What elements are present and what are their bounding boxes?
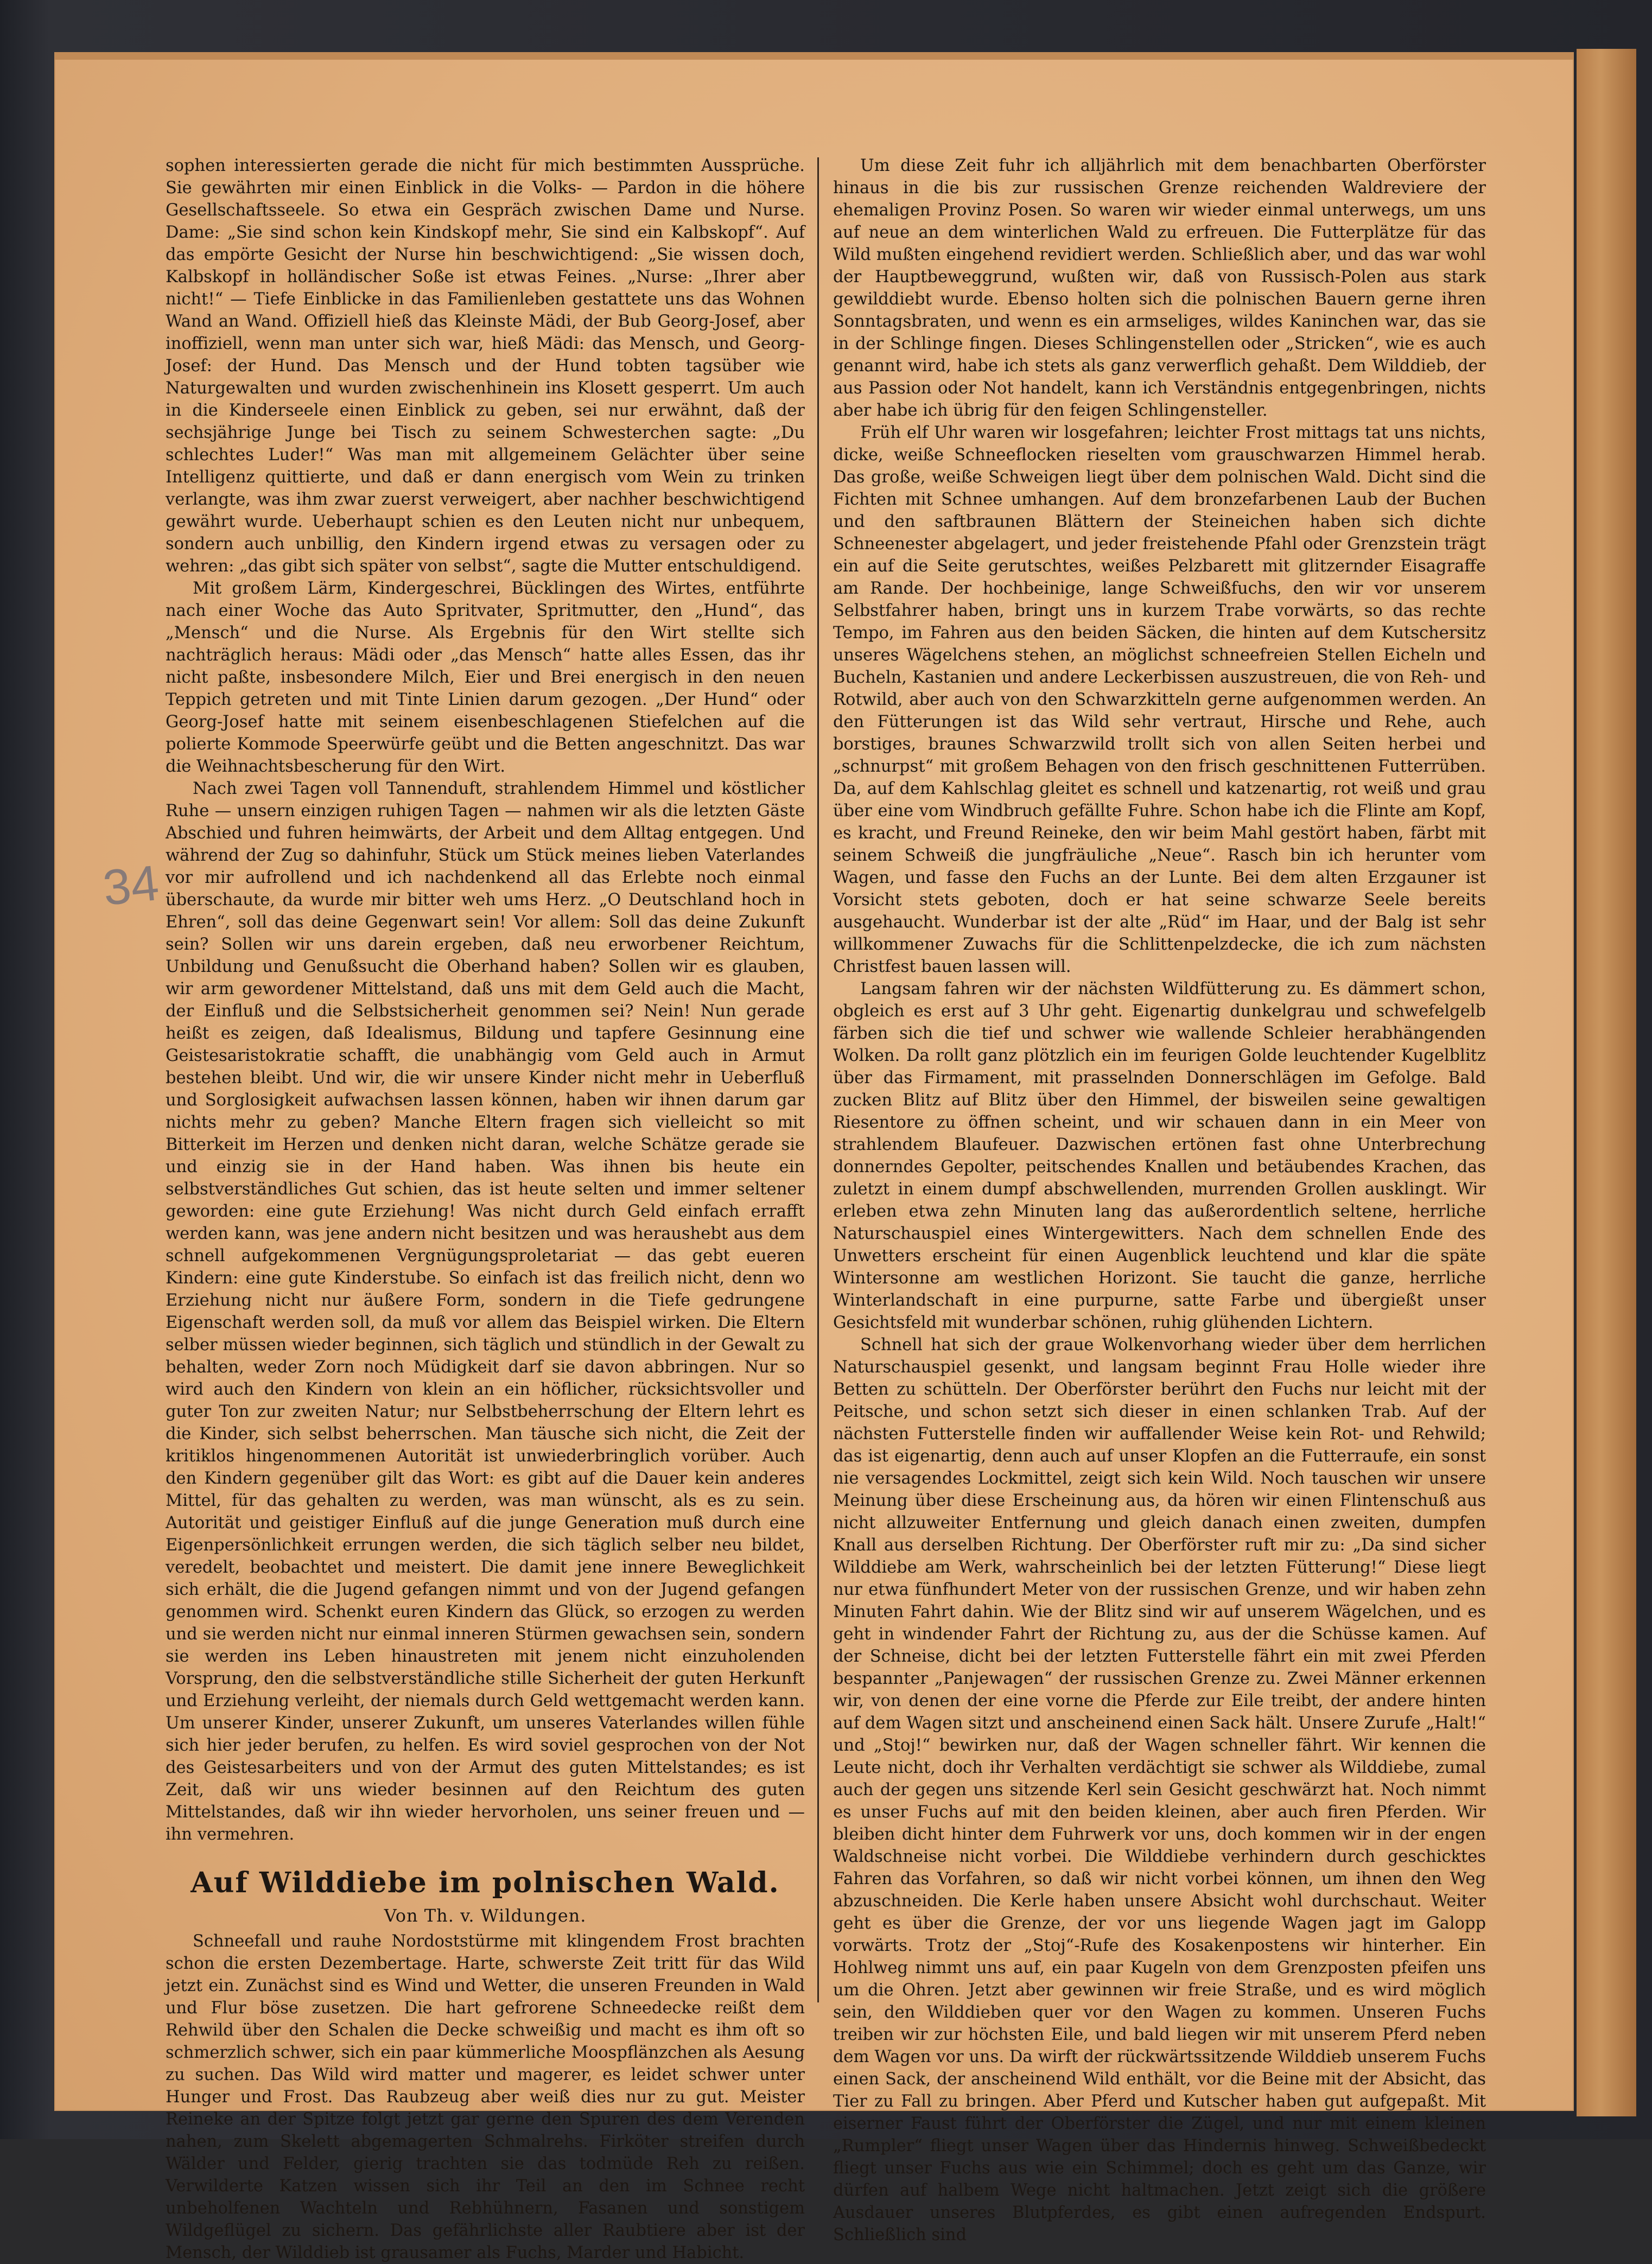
paragraph: Früh elf Uhr waren wir losgefahren; leichter Frost mittags tat uns nichts, dicke, weiße Schneeflocken rieselten vom grauschwarzen Himmel herab. Das große, weiße Schweigen liegt über dem polnischen Wald. Dicht sind die Fichten mit Schnee umhangen. Auf dem bronzefarbenen Laub der Buchen und den saftbraunen Blättern der Steineichen haben sich dichte Schneenester abgelagert, und jeder freistehende Pfahl oder Grenzstein trägt ein auf die Seite gerutschtes, weißes Pelzbarett mit glitzernder Eisagraffe am Rande. Der hochbeinige, lange Schweißfuchs, den wir vor unserem Selbstfahrer haben, bringt uns in kurzem Trabe vorwärts, so das rechte Tempo, im Fahren aus den beiden Säcken, die hinten auf dem Kutschersitz unseres Wägelchens stehen, an möglichst schneefreien Stellen Eicheln und Bucheln, Kastanien und andere Leckerbissen auszustreuen, die von Reh- und Rotwild, aber auch von den Schwarzkitteln gerne aufgenommen werden. An den Fütterungen ist das Wild sehr vertraut, Hirsche und Rehe, auch borstiges, braunes Schwarzwild trollt sich von allen Seiten herbei und „schnurpst“ mit großem Behagen von den frisch geschnittenen Futterrüben. Da, auf dem Kahlschlag gleitet es schnell und katzenartig, rot weiß und grau über eine vom Windbruch gefällte Fuhre. Schon habe ich die Flinte am Kopf, es kracht, und Freund Reineke, den wir beim Mahl gestört haben, färbt mit seinem Schweiß die jungfräuliche „Neue“. Rasch bin ich herunter vom Wagen, und fasse den Fuchs an der Lunte. Bei dem alten Erzgauner ist Vorsicht stets geboten, doch er hat seine schwarze Seele bereits ausgehaucht. Wunderbar ist der alte „Rüd“ im Haar, und der Balg ist sehr willkommener Zuwachs für die Schlittenpelzdecke, die ich zum nächsten Christfest bauen lassen will. — [833, 423, 1486, 976]
paragraph: Nach zwei Tagen voll Tannenduft, strahlendem Himmel und köstlicher Ruhe — unsern einzigen ruhigen Tagen — nahmen wir als die letzten Gäste Abschied und fuhren heimwärts, der Arbeit und dem Alltag entgegen. Und während der Zug so dahinfuhr, Stück um Stück meines lieben Vaterlandes vor mir aufrollend und ich nachdenkend all das Erlebte noch einmal überschaute, da wurde mir bitter weh ums Herz. „O Deutschland hoch in Ehren“, soll das deine Gegenwart sein! Vor allem: Soll das deine Zukunft sein? Sollen wir uns darein ergeben, daß neu erworbener Reichtum, Unbildung und Genußsucht die Oberhand haben? Sollen wir es glauben, wir arm gewordener Mittelstand, daß uns mit dem Geld auch die Macht, der Einfluß und die Selbstsicherheit genommen sei? Nein! Nun gerade heißt es zeigen, daß Idealismus, Bildung und tapfere Gesinnung eine Geistesaristokratie schafft, die unabhängig vom Geld auch in Armut bestehen bleibt. Und wir, die wir unsere Kinder nicht mehr in Ueberfluß und Sorglosigkeit aufwachsen lassen können, haben wir ihnen darum gar nichts mehr zu geben? Manche Eltern fragen sich vielleicht so mit Bitterkeit im Herzen und denken nicht daran, welche Schätze gerade sie und einzig sie in der Hand haben. Was ihnen bis heute ein selbstverständliches Gut schien, das ist heute selten und immer seltener geworden: eine gute Erziehung! Was nicht durch Geld einfach errafft werden kann, was jene andern nicht besitzen und was heraushebt aus dem schnell aufgekommenen Vergnügungsproletariat — das gebt eueren Kindern: eine gute Kinderstube. So einfach ist das freilich nicht, denn wo Erziehung nicht nur äußere Form, sondern in die Tiefe gedrungene Eigenschaft werden soll, da muß vor allem das Beispiel wirken. Die Eltern selber müssen wieder beginnen, sich täglich und stündlich in der Gewalt zu behalten, weder Zorn noch Müdigkeit darf sie davon abbringen. Nur so wird auch den Kindern von klein an ein höflicher, rücksichtsvoller und guter Ton zur zweiten Natur; nur Selbstbeherrschung der Eltern lehrt es die Kinder, sich selbst beherrschen. Man täusche sich nicht, die Zeit der kritiklos hingenommenen Autorität ist unwiederbringlich vorüber. Auch den Kindern gegenüber gilt das Wort: es gibt auf die Dauer kein anderes Mittel, für das gehalten zu werden, was man wünscht, als es zu sein. Autorität und geistiger Einfluß auf die junge Generation muß durch eine Eigenpersönlichkeit errungen werden, die sich täglich selber neu bildet, veredelt, beobachtet und meistert. Die damit jene innere Beweglichkeit sich erhält, die die Jugend gefangen nimmt und von der Jugend gefangen genommen wird. Schenkt euren Kindern das Glück, so erzogen zu werden und sie werden nicht nur einmal inneren Stürmen gewachsen sein, sondern sie werden ins Leben hinaustreten mit jenem nicht einzuholenden Vorsprung, den die selbstverständliche stille Sicherheit der guten Herkunft und Erziehung verleiht, der niemals durch Geld wettgemacht werden kann. Um unserer Kinder, unserer Zukunft, um unseres Vaterlandes willen fühle sich hier jeder berufen, zu helfen. Es wird soviel gesprochen von der Not des Geistesarbeiters und von der Armut des guten Mittelstandes; es ist Zeit, daß wir uns wieder besinnen auf den Reichtum des guten Mittelstandes, daß wir ihn wieder hervorholen, uns seiner freuen und — ihn vermehren. — [166, 779, 805, 1844]
column-divider — [817, 157, 819, 2002]
paragraph: Schnell hat sich der graue Wolkenvorhang wieder über dem herrlichen Naturschauspiel gesenkt, und langsam beginnt Frau Holle wieder ihre Betten zu schütteln. Der Oberförster berührt den Fuchs nur leicht mit der Peitsche, und schon setzt sich dieser in einen schlanken Trab. Auf der nächsten Futterstelle finden wir auffallender Weise kein Rot- und Rehwild; das ist eigenartig, denn auch auf unser Klopfen an die Futterraufe, ein sonst nie versagendes Lockmittel, zeigt sich kein Wild. Noch tauschen wir unsere Meinung über diese Erscheinung aus, da hören wir einen Flintenschuß aus nicht allzuweiter Entfernung und gleich danach einen zweiten, dumpfen Knall aus derselben Richtung. Der Oberförster ruft mir zu: „Da sind sicher Wilddiebe am Werk, wahrscheinlich bei der letzten Fütterung!“ Diese liegt nur etwa fünfhundert Meter von der russischen Grenze, und wir haben zehn Minuten Fahrt dahin. Wie der Blitz sind wir auf unserem Wägelchen, und es geht in windender Fahrt der Richtung zu, aus der die Schüsse kamen. Auf der Schneise, dicht bei der letzten Futterstelle fährt ein mit zwei Pferden bespannter „Panjewagen“ der russischen Grenze zu. Zwei Männer erkennen wir, von denen der eine vorne die Pferde zur Eile treibt, der andere hinten auf dem Wagen sitzt und anscheinend einen Sack hält. Unsere Zurufe „Halt!“ und „Stoj!“ bewirken nur, daß der Wagen schneller fährt. Wir kennen die Leute nicht, doch ihr Verhalten verdächtigt sie schwer als Wilddiebe, zumal auch der gegen uns sitzende Kerl sein Gesicht geschwärzt hat. Noch nimmt es unser Fuchs auf mit den beiden kleinen, aber auch firen Pferden. Wir bleiben dicht hinter dem Fuhrwerk vor uns, doch kommen wir in der engen Waldschneise nicht vorbei. Die Wilddiebe verhindern durch geschicktes Fahren das Vorfahren, so daß wir nicht vorbei können, um ihnen den Weg abzuschneiden. Die Kerle haben unsere Absicht wohl durchschaut. Weiter geht es über die Grenze, der vor uns liegende Wagen jagt im Galopp vorwärts. Trotz der „Stoj“-Rufe des Kosakenpostens wir hinterher. Ein Hohlweg nimmt uns auf, ein paar Kugeln von dem Grenzposten pfeifen uns um die Ohren. Jetzt aber gewinnen wir freie Straße, und es wird möglich sein, den Wilddieben quer vor den Wagen zu kommen. Unseren Fuchs treiben wir zur höchsten Eile, und bald liegen wir mit unserem Pferd neben dem Wagen vor uns. Da wirft der rückwärtssitzende Wilddieb unserem Fuchs einen Sack, der anscheinend Wild enthält, vor die Beine mit der Absicht, das Tier zu Fall zu bringen. Aber Pferd und Kutscher haben gut aufgepaßt. Mit eiserner Faust führt der Oberförster die Zügel, und nur mit einem kleinen „Rumpler“ fliegt unser Wagen über das Hindernis hinweg. Schweißbedeckt fliegt unser Fuchs aus wie ein Schimmel; doch es geht um das Ganze, wir dürfen auf halbem Wege nicht haltmachen. Jetzt zeigt sich die größere Ausdauer unseres Blutpferdes, es gibt einen aufregenden Endspurt. Schließlich sind — [833, 1335, 1486, 2244]
paragraph: Mit großem Lärm, Kindergeschrei, Bücklingen des Wirtes, entführte nach einer Woche das Auto Spritvater, Spritmutter, den „Hund“, das „Mensch“ und die Nurse. Als Ergebnis für den Wirt stellte sich nachträglich heraus: Mädi oder „das Mensch“ hatte alles Essen, das ihr nicht paßte, insbesondere Milch, Eier und Brei energisch in den neuen Teppich getreten und mit Tinte Linien darum gezogen. „Der Hund“ oder Georg-Josef hatte mit seinem eisenbeschlagenen Stiefelchen auf die polierte Kommode Speerwürfe geübt und die Betten angeschnitzt. Das war die Weihnachtsbescherung für den Wirt. — [166, 579, 805, 776]
paragraph: sophen interessierten gerade die nicht für mich bestimmten Aussprüche. Sie gewährten mir einen Einblick in die Volks- — Pardon in die höhere Gesellschaftsseele. So etwa ein Gespräch zwischen Dame und Nurse. Dame: „Sie sind schon kein Kindskopf mehr, Sie sind ein Kalbskopf“. Auf das empörte Gesicht der Nurse hin beschwichtigend: „Sie wissen doch, Kalbskopf in holländischer Soße ist etwas Feines. „Nurse: „Ihrer aber nicht!“ — Tiefe Einblicke in das Familienleben gestattete uns das Wohnen Wand an Wand. Offiziell hieß das Kleinste Mädi, der Bub Georg-Josef, aber inoffiziell, wenn man unter sich war, hieß Mädi: das Mensch, und Georg-Josef: der Hund. Das Mensch und der Hund tobten tagsüber wie Naturgewalten und wurden zwischenhinein ins Klosett gesperrt. Um auch in die Kinderseele einen Einblick zu geben, sei nur erwähnt, daß der sechsjährige Junge bei Tisch zu seinem Schwesterchen sagte: „Du schlechtes Luder!“ Was man mit allgemeinem Gelächter über seine Intelligenz quittierte, und daß er dann energisch vom Wein zu trinken verlangte, was ihm zwar zuerst verweigert, aber nachher beschwichtigend gewährt wurde. Ueberhaupt schien es den Leuten nicht nur unbequem, sondern auch unbillig, den Kindern irgend etwas zu versagen oder zu wehren: „das gibt sich später von selbst“, sagte die Mutter entschuldigend. — [166, 156, 805, 576]
left-column — [166, 155, 805, 2264]
article-byline: Von Th. v. Wildungen. — [384, 1905, 587, 1926]
paragraph: Schneefall und rauhe Nordoststürme mit klingendem Frost brachten schon die ersten Dezembertage. Harte, schwerste Zeit tritt für das Wild jetzt ein. Zunächst sind es Wind und Wetter, die unseren Freunden in Wald und Flur böse zusetzen. Die hart gefrorene Schneedecke reißt dem Rehwild über den Schalen die Decke schweißig und macht es ihm oft so schmerzlich schwer, sich ein paar kümmerliche Moospflänzchen als Aesung zu suchen. Das Wild wird matter und magerer, es leidet schwer unter Hunger und Frost. Das Raubzeug aber weiß dies nur zu gut. Meister Reineke an der Spitze folgt jetzt gar gerne den Spuren des dem Verenden nahen, zum Skelett abgemagerten Schmalrehs. Firköter streifen durch Wälder und Felder, gierig trachten sie das todmüde Reh zu reißen. Verwilderte Katzen wissen sich ihr Teil an den im Schnee recht unbeholfenen Wachteln und Rebhühnern, Fasanen und sonstigem Wildgeflügel zu sichern. Das gefährlichste aller Raubtiere aber ist der Mensch, der Wilddieb ist grausamer als Fuchs, Marder und Habicht. — [166, 1932, 805, 2262]
folio-number: 34 — [100, 855, 162, 917]
page-edge — [1577, 49, 1636, 2116]
article-title: Auf Wilddiebe im polnischen Wald. — [190, 1866, 780, 1899]
paragraph: Um diese Zeit fuhr ich alljährlich mit dem benachbarten Oberförster hinaus in die bis zur russischen Grenze reichenden Waldreviere der ehemaligen Provinz Posen. So waren wir wieder einmal unterwegs, um uns auf neue an dem winterlichen Wald zu erfreuen. Die Futterplätze für das Wild mußten eingehend revidiert werden. Schließlich aber, und das war wohl der Hauptbeweggrund, wußten wir, daß von Russisch-Polen aus stark gewilddiebt wurde. Ebenso holten sich die polnischen Bauern gerne ihren Sonntagsbraten, und wenn es ein armseliges, wildes Kaninchen war, das sie in der Schlinge fingen. Dieses Schlingenstellen oder „Stricken“, wie es auch genannt wird, habe ich stets als ganz verwerflich gehaßt. Dem Wilddieb, der aus Passion oder Not handelt, kann ich Verständnis entgegenbringen, nichts aber habe ich übrig für den feigen Schlingensteller. — [833, 156, 1486, 420]
paragraph: Langsam fahren wir der nächsten Wildfütterung zu. Es dämmert schon, obgleich es erst auf 3 Uhr geht. Eigenartig dunkelgrau und schwefelgelb färben sich die tief und schwer wie wallende Schleier herabhängenden Wolken. Da rollt ganz plötzlich ein im feurigen Golde leuchtender Kugelblitz über das Firmament, mit prasselnden Donnerschlägen im Gefolge. Bald zucken Blitz auf Blitz über den Himmel, der bisweilen seine gewaltigen Riesentore zu öffnen scheint, und wir schauen dann in ein Meer von strahlendem Blaufeuer. Dazwischen ertönen fast ohne Unterbrechung donnerndes Gepolter, peitschendes Knallen und betäubendes Krachen, das zuletzt in einem dumpf abschwellenden, murrenden Grollen ausklingt. Wir erleben etwa zehn Minuten lang das außerordentlich seltene, herrliche Naturschauspiel eines Wintergewitters. Nach dem schnellen Ende des Unwetters erscheint für einen Augenblick leuchtend und klar die späte Wintersonne am westlichen Horizont. Sie taucht die ganze, herrliche Winterlandschaft in eine purpurne, satte Farbe und übergießt unser Gesichtsfeld mit wunderbar schönen, ruhig glühenden Lichtern. — [833, 980, 1486, 1332]
right-column — [833, 155, 1486, 2246]
page-top-edge — [54, 52, 1574, 60]
